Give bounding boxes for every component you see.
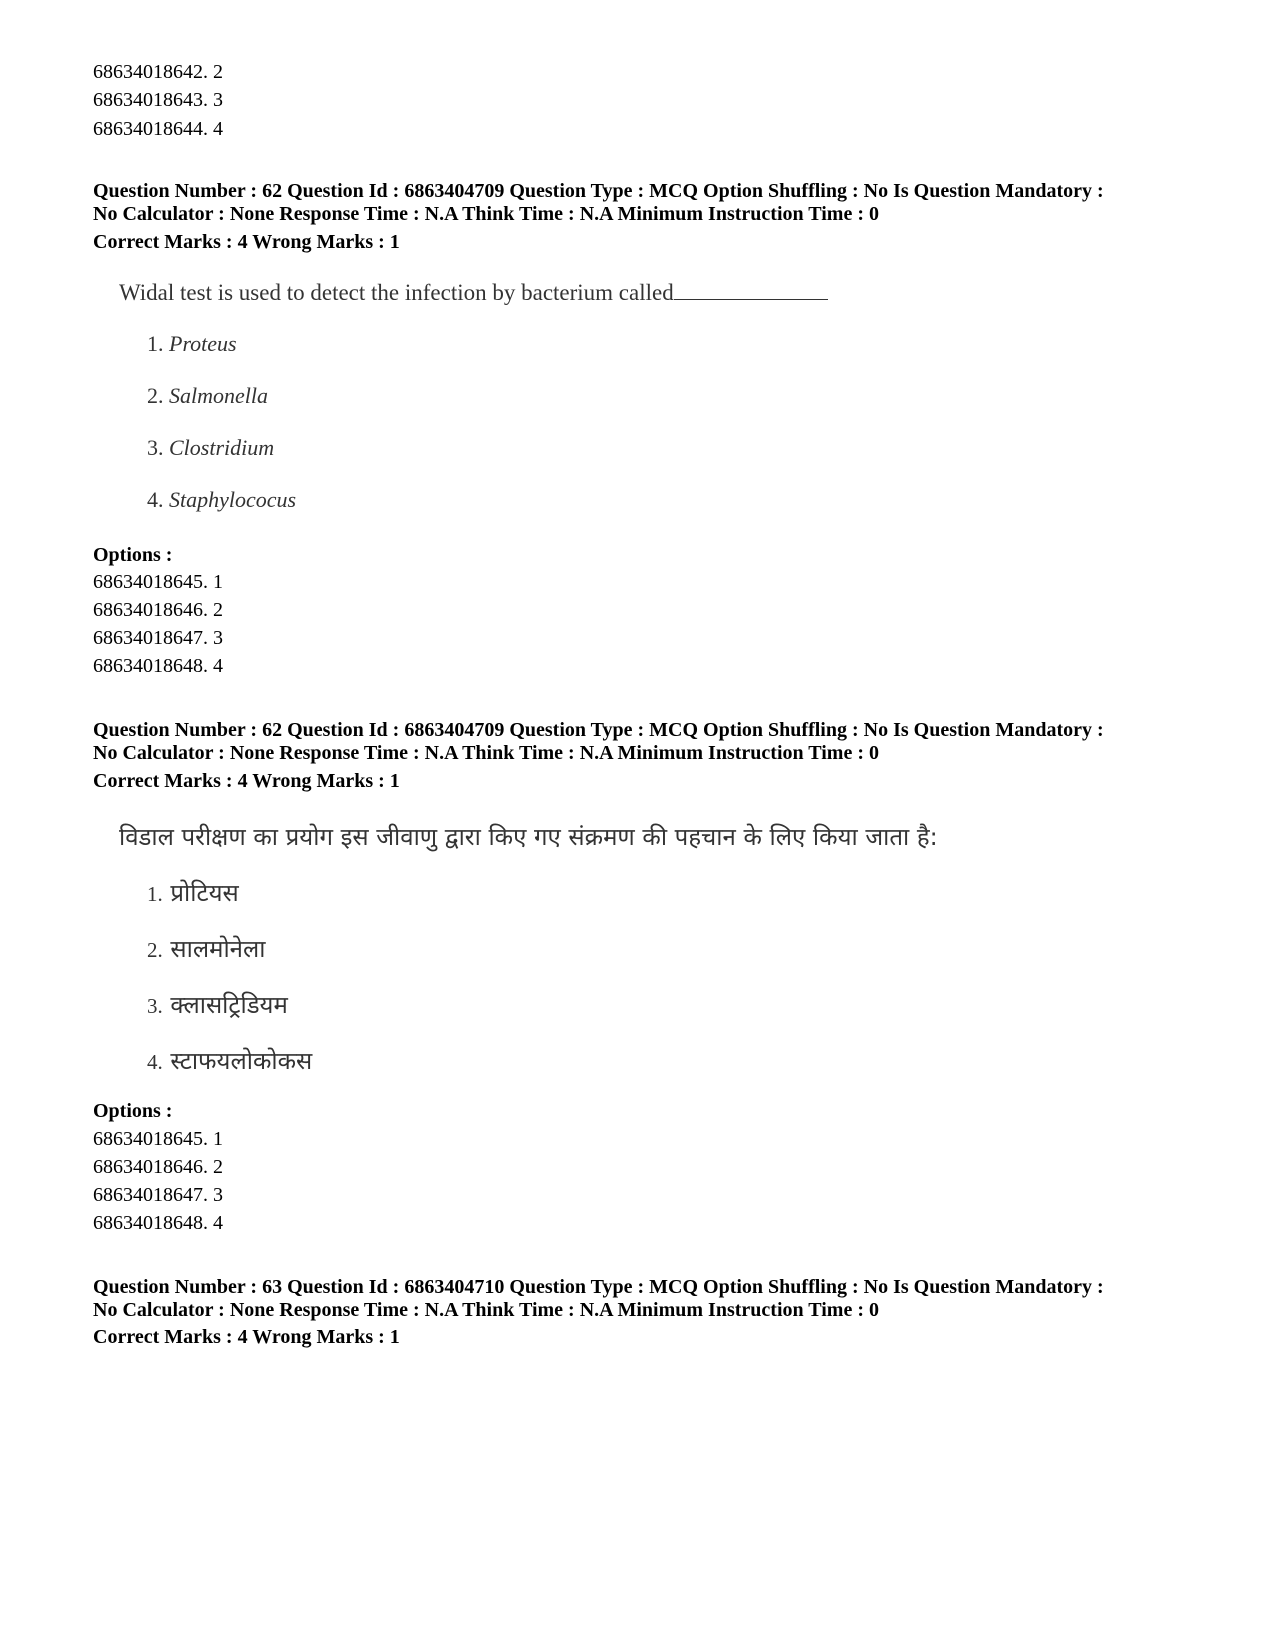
options-label: Options : xyxy=(93,1100,173,1122)
answer-blank xyxy=(674,281,828,300)
question-text: विडाल परीक्षण का प्रयोग इस जीवाणु द्वारा किए गए संक्रमण की पहचान के लिए किया जाता है: xyxy=(119,823,938,851)
choice-text: स्टाफयलोकोकस xyxy=(170,1047,313,1075)
choice-text: Proteus xyxy=(169,331,237,356)
choice-number: 3. xyxy=(147,994,163,1018)
choice-text: Staphylococus xyxy=(169,487,297,512)
question-meta: No Calculator : None Response Time : N.A Think Time : N.A Minimum Instruction Time : 0 xyxy=(93,203,879,225)
option-line: 68634018645. 1 xyxy=(93,571,223,593)
option-line: 68634018648. 4 xyxy=(93,1212,223,1234)
choice-item xyxy=(147,435,274,461)
choice-item xyxy=(147,988,288,1021)
question-meta: No Calculator : None Response Time : N.A Think Time : N.A Minimum Instruction Time : 0 xyxy=(93,1299,879,1321)
options-label: Options : xyxy=(93,544,173,566)
option-line: 68634018647. 3 xyxy=(93,627,223,649)
choice-item xyxy=(147,487,296,513)
option-line: 68634018646. 2 xyxy=(93,1156,223,1178)
choice-text: सालमोनेला xyxy=(170,935,266,963)
option-line: 68634018647. 3 xyxy=(93,1184,223,1206)
option-line: 68634018643. 3 xyxy=(93,89,223,111)
choice-number: 1. xyxy=(147,331,164,356)
choice-number: 4. xyxy=(147,1050,163,1074)
choice-number: 2. xyxy=(147,383,164,408)
option-line: 68634018646. 2 xyxy=(93,599,223,621)
question-marks: Correct Marks : 4 Wrong Marks : 1 xyxy=(93,770,400,792)
choice-text: Salmonella xyxy=(169,383,268,408)
choice-item xyxy=(147,331,237,357)
choice-text: क्लासट्रिडियम xyxy=(170,991,288,1019)
choice-number: 3. xyxy=(147,435,164,460)
option-line: 68634018648. 4 xyxy=(93,655,223,677)
question-meta: Question Number : 63 Question Id : 6863404710 Question Type : MCQ Option Shuffling : No Is Question Mandatory : xyxy=(93,1276,1104,1298)
question-marks: Correct Marks : 4 Wrong Marks : 1 xyxy=(93,1326,400,1348)
choice-text: Clostridium xyxy=(169,435,275,460)
option-line: 68634018642. 2 xyxy=(93,61,223,83)
question-meta: Question Number : 62 Question Id : 6863404709 Question Type : MCQ Option Shuffling : No Is Question Mandatory : xyxy=(93,719,1104,741)
question-marks: Correct Marks : 4 Wrong Marks : 1 xyxy=(93,231,400,253)
choice-number: 1. xyxy=(147,882,163,906)
choice-item xyxy=(147,383,268,409)
choice-item xyxy=(147,1044,312,1077)
choice-number: 4. xyxy=(147,487,164,512)
question-text-content: Widal test is used to detect the infection by bacterium called xyxy=(119,280,674,305)
choice-text: प्रोटियस xyxy=(170,879,239,907)
choice-number: 2. xyxy=(147,938,163,962)
option-line: 68634018644. 4 xyxy=(93,118,223,140)
choice-item xyxy=(147,932,265,965)
question-meta: Question Number : 62 Question Id : 6863404709 Question Type : MCQ Option Shuffling : No Is Question Mandatory : xyxy=(93,180,1104,202)
question-meta: No Calculator : None Response Time : N.A Think Time : N.A Minimum Instruction Time : 0 xyxy=(93,742,879,764)
option-line: 68634018645. 1 xyxy=(93,1128,223,1150)
question-text xyxy=(119,280,828,306)
choice-item xyxy=(147,876,239,909)
